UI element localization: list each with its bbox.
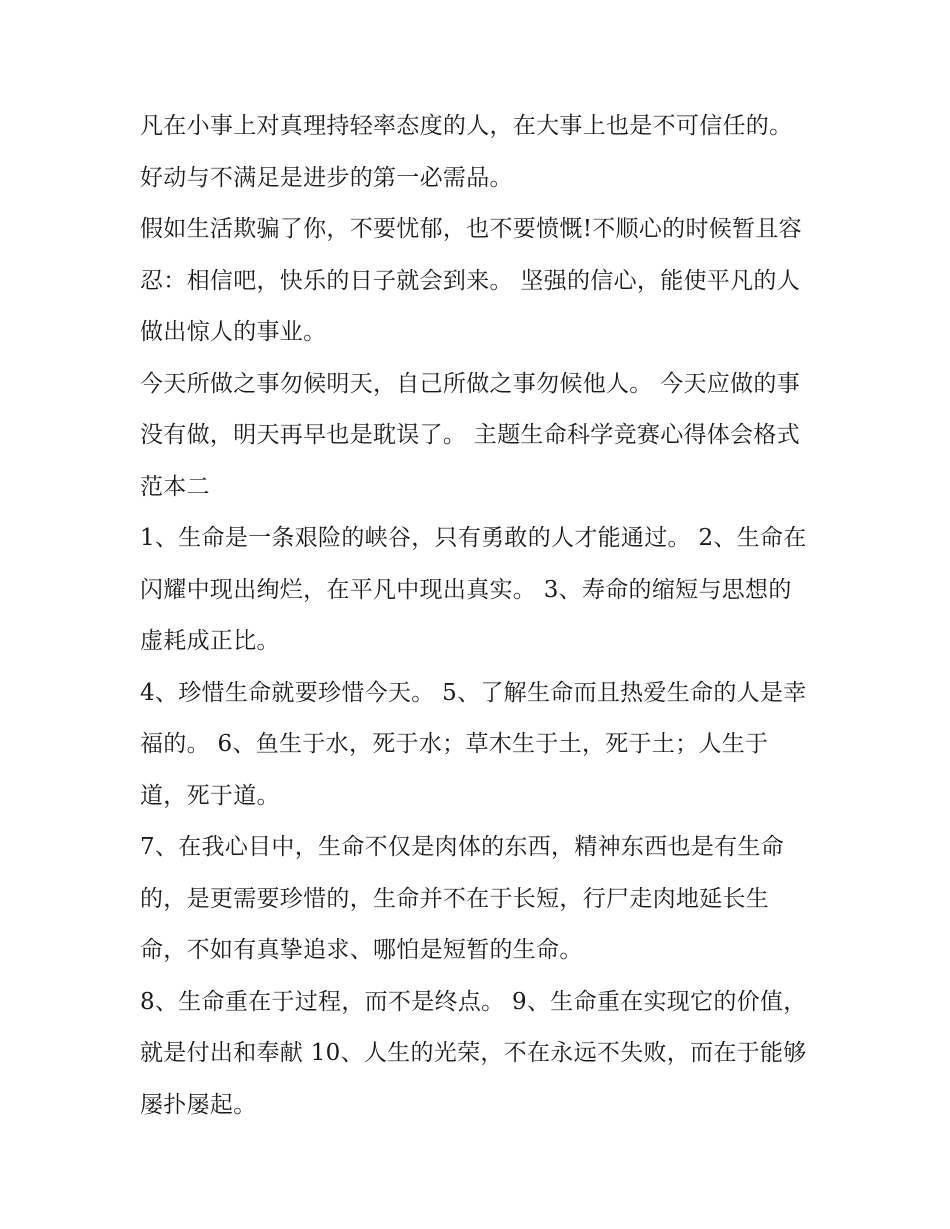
paragraph-6: 7、在我心目中，生命不仅是肉体的东西，精神东西也是有生命的，是更需要珍惜的，生命并不在于长短，行尸走肉地延长生命，不如有真挚追求、哪怕是短暂的生命。 <box>140 834 785 963</box>
paragraph-1: 凡在小事上对真理持轻率态度的人，在大事上也是不可信任的。 好动与不满足是进步的第一必需品。 <box>140 113 793 191</box>
paragraph-7: 8、生命重在于过程，而不是终点。 9、生命重在实现它的价值，就是付出和奉献 10、人生的光荣，不在永远不失败，而在于能够屡扑屡起。 <box>140 988 807 1118</box>
paragraph-4: 1、生命是一条艰险的峡谷，只有勇敢的人才能通过。 2、生命在闪耀中现出绚烂，在平凡中现出真实。 3、寿命的缩短与思想的虚耗成正比。 <box>140 525 807 654</box>
document-body <box>140 101 812 1131</box>
paragraph-2: 假如生活欺骗了你，不要忧郁，也不要愤慨!不顺心的时候暂且容忍：相信吧，快乐的日子就会到来。 坚强的信心，能使平凡的人做出惊人的事业。 <box>140 216 802 345</box>
paragraph-3: 今天所做之事勿候明天，自己所做之事勿候他人。 今天应做的事没有做，明天再早也是耽误了。 主题生命科学竞赛心得体会格式范本二 <box>140 370 801 500</box>
paragraph-5: 4、珍惜生命就要珍惜今天。 5、了解生命而且热爱生命的人是幸福的。 6、鱼生于水，死于水；草木生于土，死于土；人生于道，死于道。 <box>140 679 807 809</box>
